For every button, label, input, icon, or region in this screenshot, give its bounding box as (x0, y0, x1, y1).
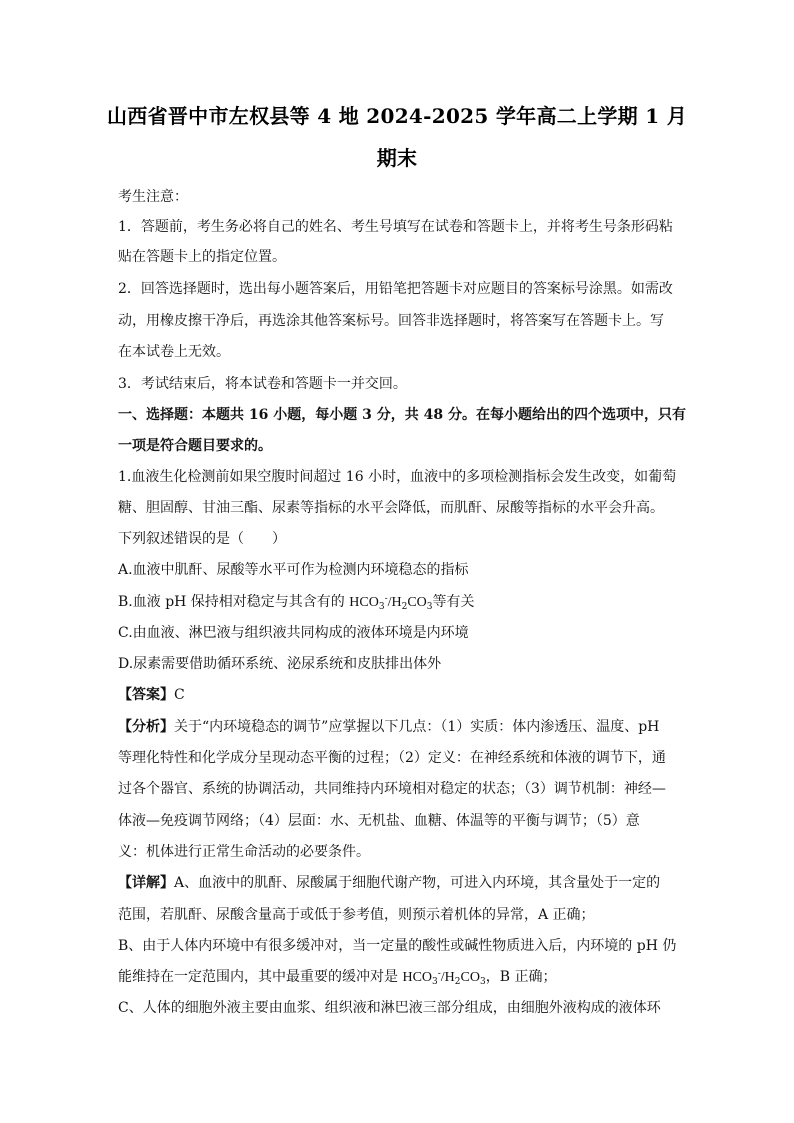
notice-line: 3．考试结束后，将本试卷和答题卡一并交回。 (118, 376, 407, 392)
question-stem: 下列叙述错误的是（ ） (118, 531, 286, 547)
question-stem: 糖、胆固醇、甘油三酯、尿素等指标的水平会降低，而肌酐、尿酸等指标的水平会升高。 (118, 500, 664, 516)
notice-line: 2．回答选择题时，选出每小题答案后，用铅笔把答题卡对应题目的答案标号涂黑。如需改 (118, 281, 673, 297)
notice-line: 1．答题前，考生务必将自己的姓名、考生号填写在试卷和答题卡上，并将考生号条形码粘 (118, 219, 673, 235)
detail-tag: 【详解】 (118, 875, 174, 891)
analysis-line: 等理化特性和化学成分呈现动态平衡的过程；（2）定义：在神经系统和体液的调节下，通 (118, 750, 666, 766)
option-b: B.血液 pH 保持相对稳定与其含有的 $HCO_3^-/H_2CO_3$等有关 (118, 594, 475, 612)
answer-value: C (174, 687, 185, 703)
detail-line: 【详解】A、血液中的肌酐、尿酸属于细胞代谢产物，可进入内环境，其含量处于一定的 (118, 875, 661, 891)
option-c: C.由血液、淋巴液与组织液共同构成的液体环境是内环境 (118, 625, 469, 641)
document-title-line-1: 山西省晋中市左权县等 4 地 2024-2025 学年高二上学期 1 月 (106, 104, 688, 128)
notice-line: 动，用橡皮擦干净后，再选涂其他答案标号。回答非选择题时，将答案写在答题卡上。写 (118, 313, 664, 329)
notice-heading: 考生注意： (118, 189, 188, 205)
answer-tag: 【答案】 (118, 687, 174, 703)
detail-line: B、由于人体内环境中有很多缓冲对，当一定量的酸性或碱性物质进入后，内环境的 pH 仍 (118, 938, 677, 954)
detail-line: 能维持在一定范围内，其中最重要的缓冲对是 $HCO_3^-/H_2CO_3$，B 正确； (118, 969, 557, 987)
analysis-line: 过各个器官、系统的协调活动，共同维持内环境相对稳定的状态；（3）调节机制：神经— (118, 781, 666, 797)
answer-line (118, 686, 185, 704)
option-a: A.血液中肌酐、尿酸等水平可作为检测内环境稳态的指标 (118, 562, 469, 578)
detail-line: 范围，若肌酐、尿酸含量高于或低于参考值，则预示着机体的异常，A 正确； (118, 907, 595, 923)
analysis-line: 义：机体进行正常生命活动的必要条件。 (118, 844, 370, 860)
section-heading: 一、选择题：本题共 16 小题，每小题 3 分，共 48 分。在每小题给出的四个选项中，只有 (118, 407, 686, 423)
analysis-line: 【分析】关于“内环境稳态的调节”应掌握以下几点：（1）实质：体内渗透压、温度、pH (118, 719, 660, 735)
notice-line: 在本试卷上无效。 (118, 344, 230, 360)
notice-line: 贴在答题卡上的指定位置。 (118, 249, 286, 265)
section-heading: 一项是符合题目要求的。 (118, 438, 272, 454)
analysis-line: 体液—免疫调节网络；（4）层面：水、无机盐、血糖、体温等的平衡与调节；（5）意 (118, 813, 640, 829)
question-stem: 1.血液生化检测前如果空腹时间超过 16 小时，血液中的多项检测指标会发生改变，如葡萄 (118, 469, 677, 485)
detail-line: C、人体的细胞外液主要由血浆、组织液和淋巴液三部分组成，由细胞外液构成的液体环 (118, 1000, 661, 1016)
analysis-tag: 【分析】 (118, 719, 174, 735)
option-d: D.尿素需要借助循环系统、泌尿系统和皮肤排出体外 (118, 656, 442, 672)
document-title-line-2: 期末 (376, 146, 418, 170)
